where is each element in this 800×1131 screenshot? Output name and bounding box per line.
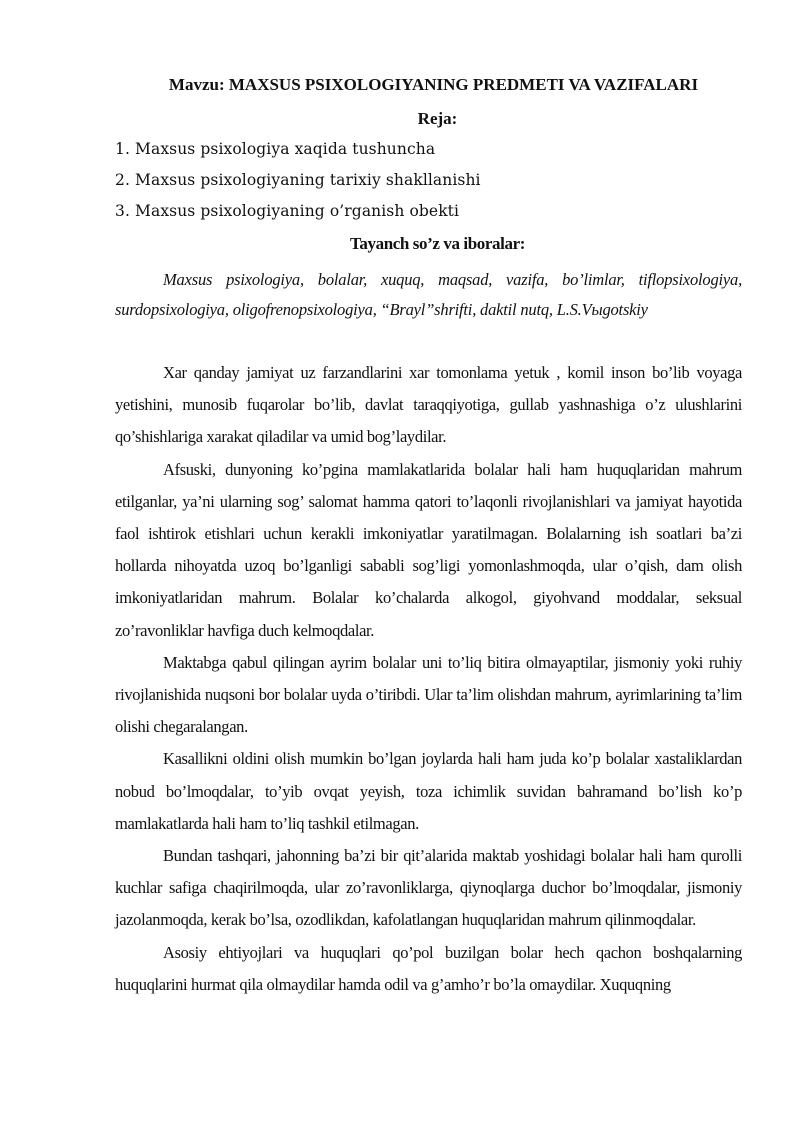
document-title: Mavzu: MAXSUS PSIXOLOGIYANING PREDMETI VA VAZIFALARI: [168, 75, 699, 94]
body-paragraph: Kasallikni oldini olish mumkin bo’lgan joylarda hali ham juda ko’p bolalar xastaliklardan nobud bo’lmoqdalar, to’yib ovqat yeyish, toza ichimlik suvidan bahramand bo’lish ko’p mamlakatlarda hali ham to’liq tashkil etilmagan.: [115, 749, 742, 833]
body-paragraph: Xar qanday jamiyat uz farzandlarini xar tomonlama yetuk , komil inson bo’lib voyaga yetishini, munosib fuqarolar bo’lib, davlat taraqqiyotiga, gullab yashnashiga o’z ulushlarini qo’shishlariga xarakat qiladilar va umid bog’laydilar.: [115, 363, 742, 447]
plan-item: 3. Maxsus psixologiyaning o’rganish obekti: [115, 202, 460, 220]
keywords-text: Maxsus psixologiya, bolalar, xuquq, maqsad, vazifa, bo’limlar, tiflopsixologiya, surdopsixologiya, oligofrenopsixologiya, “Brayl”shrifti, daktil nutq, L.S.Vыgotskiy: [115, 270, 742, 319]
body-paragraph: Bundan tashqari, jahonning ba’zi bir qit’alarida maktab yoshidagi bolalar hali ham qurolli kuchlar safiga chaqirilmoqda, ular zo’ravonliklarga, qiynoqlarga duchor bo’lmoqdalar, jismoniy jazolanmoqda, kerak bo’lsa, ozodlikdan, kafolatlangan huquqlaridan mahrum qilinmoqdalar.: [115, 846, 742, 930]
plan-item: 1. Maxsus psixologiya xaqida tushuncha: [115, 140, 436, 158]
body-paragraph: Afsuski, dunyoning ko’pgina mamlakatlarida bolalar hali ham huquqlaridan mahrum etilganlar, ya’ni ularning sog’ salomat hamma qatori to’laqonli rivojlanishlari va jamiyat hayotida faol ishtirok etishlari uchun kerakli imkoniyatlar yaratilmagan. Bolalarning ish soatlari ba’zi hollarda nihoyatda uzoq bo’lganligi sababli sog’ligi yomonlashmoqda, ular o’qish, dam olish imkoniyatlaridan mahrum. Bolalar ko’chalarda alkogol, giyohvand moddalar, seksual zo’ravonliklar havfiga duch kelmoqdalar.: [115, 459, 742, 640]
plan-list: [115, 134, 742, 227]
plan-item: 2. Maxsus psixologiyaning tarixiy shakllanishi: [115, 171, 481, 189]
document-page: [115, 72, 742, 1001]
body-paragraph: Asosiy ehtiyojlari va huquqlari qo’pol buzilgan bolar hech qachon boshqalarning huquqlarini hurmat qila olmaydilar hamda odil va g’amho’r bo’la omaydilar. Xuquqning: [115, 942, 742, 994]
plan-heading: Reja:: [417, 109, 458, 128]
body-paragraph: Maktabga qabul qilingan ayrim bolalar uni to’liq bitira olmayaptilar, jismoniy yoki ruhiy rivojlanishida nuqsoni bor bolalar uyda o’tiribdi. Ular ta’lim olishdan mahrum, ayrimlarining ta’lim olishi chegaralangan.: [115, 652, 742, 737]
keywords-heading: Tayanch so’z va iboralar:: [350, 234, 525, 253]
